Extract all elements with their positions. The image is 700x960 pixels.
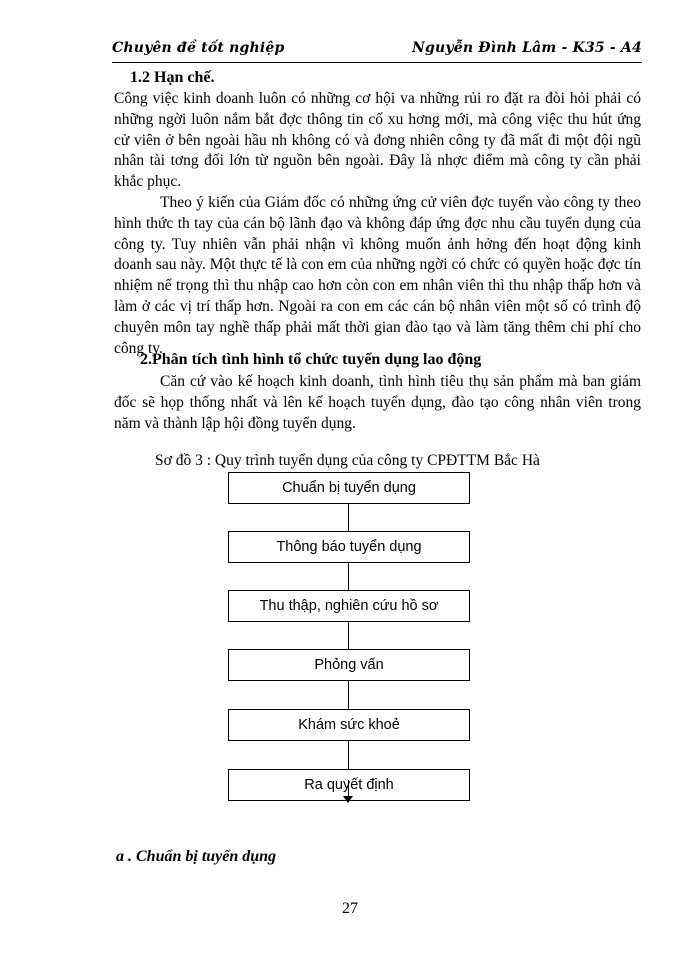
flow-connector-2 <box>348 563 349 591</box>
header-left-text: Chuyên đề tốt nghiệp <box>112 40 285 56</box>
flow-connector-6 <box>348 780 349 796</box>
header-divider <box>112 62 642 63</box>
page-number: 27 <box>342 900 358 917</box>
flow-step-collect-profiles: Thu thập, nghiên cứu hồ sơ <box>228 590 470 622</box>
diagram-caption: Sơ đồ 3 : Quy trình tuyển dụng của công ty CPĐTTM Bắc Hà <box>155 452 540 469</box>
section-1-2-paragraph-2: Theo ý kiến của Giám đốc có những ứng cử viên đợc tuyển vào công ty theo hình thức th tay của cán bộ lãnh đạo và không đáp ứng đợc nhu cầu tuyển dụng của công ty. Tuy nhiên vẫn phải nhận vì không muốn ảnh hởng đến hoạt động kinh doanh sau này. Một thực tế là con em của những ngời có chức có quyền hoặc đợc tín nhiệm nể trọng thì thu nhập cao hơn còn con em nhân viên thì thu nhập thấp hơn và làm ở các vị trí thấp hơn. Ngoài ra con em các cán bộ nhân viên một số có trình độ chuyên môn tay nghề thấp phải mất thời gian đào tạo và làm tăng thêm chi phí cho công ty. <box>114 194 641 357</box>
header-row <box>112 40 642 62</box>
section-2-title: 2.Phân tích tình hình tổ chức tuyển dụng lao động <box>140 351 482 368</box>
header-right-text: Nguyễn Đình Lâm - K35 - A4 <box>412 40 642 56</box>
section-1-2-title: 1.2 Hạn chế. <box>130 69 215 86</box>
flow-connector-4 <box>348 681 349 709</box>
flow-step-announce: Thông báo tuyển dụng <box>228 531 470 563</box>
flow-step-decision: Ra quyết định <box>228 769 470 801</box>
section-2-paragraph: Căn cứ vào kế hoạch kinh doanh, tình hình tiêu thụ sản phẩm mà ban giám đốc sẽ họp thống nhất và lên kế hoạch tuyển dụng, đào tạo công nhân viên trong năm và thành lập hội đồng tuyển dụng. <box>114 373 641 432</box>
subheading-prepare-recruitment: a . Chuẩn bị tuyển dụng <box>116 848 277 865</box>
section-1-2-paragraph-1: Công việc kinh doanh luôn có những cơ hội va những rủi ro đặt ra đòi hỏi phải có những ngời luôn nắm bắt đợc thông tin cố xu hơng mới, mà công việc thu hút ứng cử viên ở bên ngoài hầu nh không có và đơng nhiên công ty đã mất đi một đội ngũ nhân tài tơng đối lớn từ nguồn bên ngoài. Đây là nhợc điểm mà công ty cần phải khắc phục. <box>114 90 641 191</box>
flow-step-prepare: Chuẩn bị tuyển dụng <box>228 472 470 504</box>
flow-step-health-check: Khám sức khoẻ <box>228 709 470 741</box>
flow-connector-5 <box>348 741 349 769</box>
flow-step-interview: Phỏng vấn <box>228 649 470 681</box>
flow-connector-3 <box>348 622 349 650</box>
flow-connector-1 <box>348 504 349 532</box>
arrow-down-icon <box>343 796 353 803</box>
